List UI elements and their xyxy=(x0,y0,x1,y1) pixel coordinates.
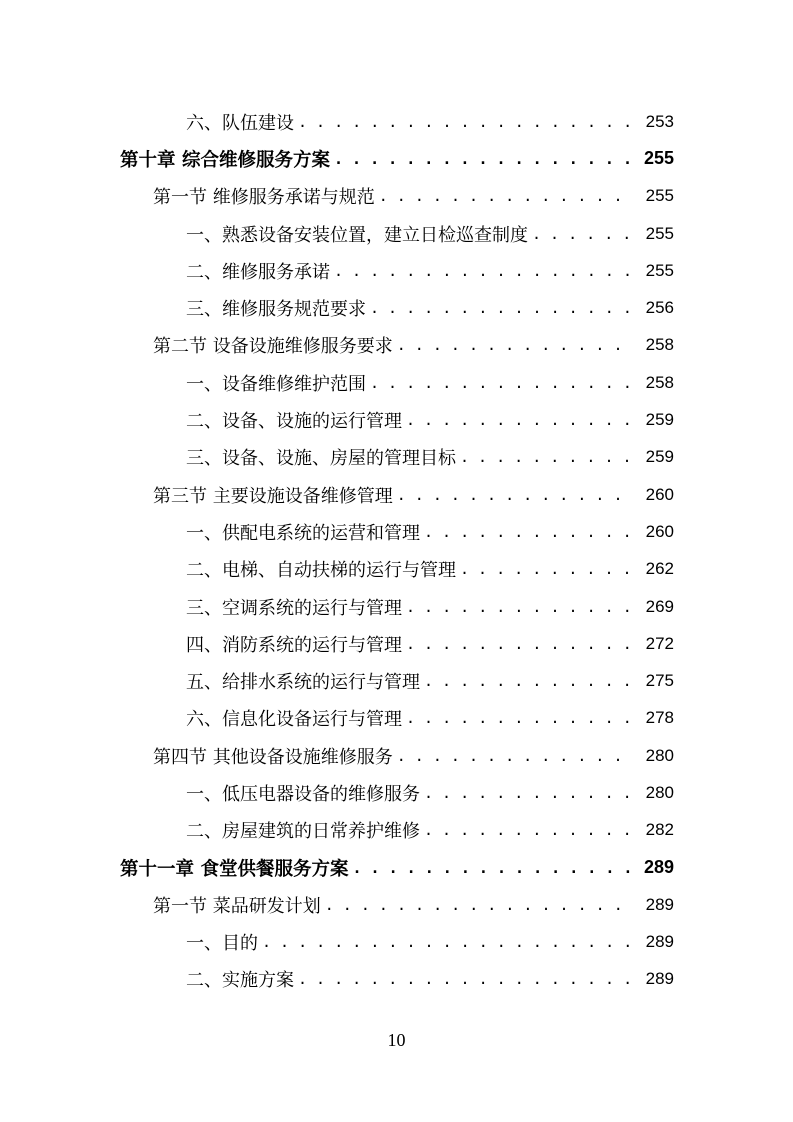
dot-leader xyxy=(379,187,634,205)
toc-entry-page: 259 xyxy=(645,410,674,430)
toc-entry-label: 一、目的 xyxy=(186,933,258,955)
dot-leader xyxy=(406,709,634,727)
toc-entry-chapter[interactable] xyxy=(120,140,674,177)
toc-entry[interactable] xyxy=(120,961,674,998)
toc-entry-label: 第一节 菜品研发计划 xyxy=(153,895,321,917)
toc-entry-page: 289 xyxy=(643,857,674,878)
toc-entry[interactable] xyxy=(120,662,674,699)
toc-entry-section[interactable] xyxy=(120,476,674,513)
toc-entry-page: 255 xyxy=(643,148,674,169)
dot-leader xyxy=(424,523,634,541)
toc-entry-label: 二、房屋建筑的日常养护维修 xyxy=(186,821,420,843)
toc-entry-label: 一、设备维修维护范围 xyxy=(186,373,366,395)
toc-entry-section[interactable] xyxy=(120,178,674,215)
toc-entry-page: 280 xyxy=(645,782,674,802)
toc-entry-page: 289 xyxy=(645,894,674,914)
dot-leader xyxy=(334,150,634,168)
toc-entry-label: 第一节 维修服务承诺与规范 xyxy=(153,187,375,209)
toc-entry[interactable] xyxy=(120,103,674,140)
toc-entry-page: 253 xyxy=(645,111,674,131)
dot-leader xyxy=(334,262,634,280)
toc-entry-label: 四、消防系统的运行与管理 xyxy=(186,634,402,656)
toc-entry-label: 二、维修服务承诺 xyxy=(186,261,330,283)
toc-entry-page: 260 xyxy=(645,484,674,504)
dot-leader xyxy=(397,747,634,765)
toc-entry-label: 第十一章 食堂供餐服务方案 xyxy=(120,858,349,880)
dot-leader xyxy=(262,933,634,951)
toc-entry[interactable] xyxy=(120,401,674,438)
toc-entry-chapter[interactable] xyxy=(120,849,674,886)
dot-leader xyxy=(424,672,634,690)
toc-entry-page: 272 xyxy=(645,633,674,653)
toc-entry-label: 五、给排水系统的运行与管理 xyxy=(186,672,420,694)
dot-leader xyxy=(406,411,634,429)
toc-entry-page: 278 xyxy=(645,708,674,728)
dot-leader xyxy=(370,299,634,317)
dot-leader xyxy=(424,821,634,839)
toc-entry-page: 258 xyxy=(645,372,674,392)
toc-entry-label: 一、低压电器设备的维修服务 xyxy=(186,783,420,805)
toc-entry-page: 269 xyxy=(645,596,674,616)
toc-entry[interactable] xyxy=(120,551,674,588)
toc-entry-label: 六、队伍建设 xyxy=(186,112,294,134)
dot-leader xyxy=(460,560,634,578)
toc-entry[interactable] xyxy=(120,588,674,625)
toc-entry-label: 第三节 主要设施设备维修管理 xyxy=(153,485,393,507)
toc-entry-section[interactable] xyxy=(120,327,674,364)
page-number: 10 xyxy=(387,1030,406,1050)
toc-entry-label: 第四节 其他设备设施维修服务 xyxy=(153,746,393,768)
toc-entry-label: 一、供配电系统的运营和管理 xyxy=(186,522,420,544)
dot-leader xyxy=(406,598,634,616)
toc-entry[interactable] xyxy=(120,289,674,326)
dot-leader xyxy=(370,374,634,392)
toc-entry-page: 260 xyxy=(645,521,674,541)
toc-entry-page: 282 xyxy=(645,820,674,840)
toc-entry-label: 三、维修服务规范要求 xyxy=(186,299,366,321)
dot-leader xyxy=(352,859,634,877)
dot-leader xyxy=(406,635,634,653)
toc-entry[interactable] xyxy=(120,215,674,252)
toc-entry-label: 三、设备、设施、房屋的管理目标 xyxy=(186,448,456,470)
dot-leader xyxy=(325,896,634,914)
toc-entry-page: 289 xyxy=(645,932,674,952)
toc-entry[interactable] xyxy=(120,924,674,961)
toc-entry[interactable] xyxy=(120,513,674,550)
toc-entry-label: 六、信息化设备运行与管理 xyxy=(186,709,402,731)
toc-entry-label: 二、实施方案 xyxy=(186,970,294,992)
toc-entry-label: 二、电梯、自动扶梯的运行与管理 xyxy=(186,560,456,582)
toc-entry-section[interactable] xyxy=(120,886,674,923)
toc-entry-page: 262 xyxy=(645,559,674,579)
dot-leader xyxy=(298,970,634,988)
dot-leader xyxy=(424,784,634,802)
toc-entry[interactable] xyxy=(120,625,674,662)
toc-entry-page: 256 xyxy=(645,298,674,318)
toc-entry-page: 275 xyxy=(645,671,674,691)
dot-leader xyxy=(532,225,634,243)
dot-leader xyxy=(298,113,634,131)
dot-leader xyxy=(397,336,634,354)
toc-entry[interactable] xyxy=(120,364,674,401)
toc-entry-label: 三、空调系统的运行与管理 xyxy=(186,597,402,619)
toc-entry-page: 258 xyxy=(645,335,674,355)
toc-entry-label: 第二节 设备设施维修服务要求 xyxy=(153,336,393,358)
dot-leader xyxy=(397,486,634,504)
dot-leader xyxy=(460,448,634,466)
toc-entry-label: 一、熟悉设备安装位置，建立日检巡查制度 xyxy=(186,224,528,246)
toc-entry-page: 259 xyxy=(645,447,674,467)
toc-entry-page: 255 xyxy=(645,223,674,243)
toc-entry-section[interactable] xyxy=(120,737,674,774)
toc-entry[interactable] xyxy=(120,700,674,737)
table-of-contents xyxy=(120,103,674,998)
toc-entry[interactable] xyxy=(120,439,674,476)
toc-entry-page: 255 xyxy=(645,260,674,280)
toc-entry-page: 280 xyxy=(645,745,674,765)
toc-entry[interactable] xyxy=(120,812,674,849)
toc-entry-page: 289 xyxy=(645,969,674,989)
toc-entry[interactable] xyxy=(120,252,674,289)
toc-entry-label: 第十章 综合维修服务方案 xyxy=(120,149,330,171)
toc-entry-label: 二、设备、设施的运行管理 xyxy=(186,411,402,433)
toc-entry-page: 255 xyxy=(645,186,674,206)
toc-entry[interactable] xyxy=(120,774,674,811)
